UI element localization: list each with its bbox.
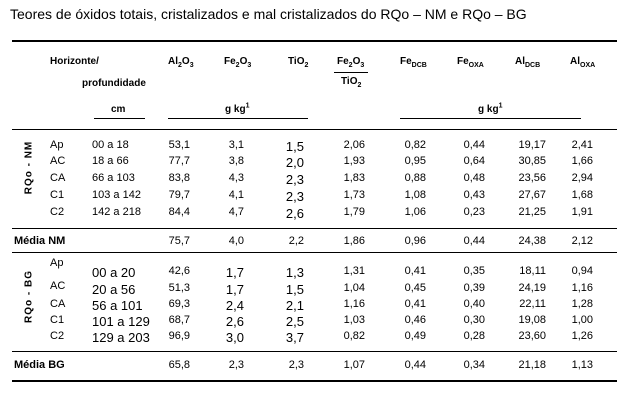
cell-tio2: 1,3 xyxy=(285,265,304,280)
cell-feoxa: 0,39 xyxy=(463,282,485,294)
cell-h: C2 xyxy=(50,206,65,218)
cell-fe2o3: 3,1 xyxy=(228,139,244,151)
cell-h: CA xyxy=(50,172,66,184)
mean-cell-aloxa: 1,13 xyxy=(571,359,593,371)
table-title: Teores de óxidos totais, cristalizados e mal cristalizados do RQo – NM e RQo – BG xyxy=(10,6,527,22)
cell-fe2o3: 2,4 xyxy=(225,298,244,313)
cell-ratio: 1,93 xyxy=(343,155,365,167)
cell-d: 66 a 103 xyxy=(92,172,135,184)
top-rule xyxy=(12,40,617,42)
cell-aldcb: 18,11 xyxy=(519,265,546,277)
cell-d: 00 a 20 xyxy=(92,265,136,280)
cell-h: CA xyxy=(50,298,66,310)
header-aloxa: $Al_{OXA}$ xyxy=(570,56,596,69)
unit-cm-underline xyxy=(94,118,145,119)
cell-aldcb: 21,25 xyxy=(518,206,546,218)
cell-ratio: 2,06 xyxy=(343,139,365,151)
cell-tio2: 2,0 xyxy=(285,155,304,170)
cell-h: Ap xyxy=(50,139,64,151)
mean-cell-al2o3: 65,8 xyxy=(168,359,190,371)
mean-cell-fedcb: 0,96 xyxy=(404,235,426,247)
cell-feoxa: 0,23 xyxy=(463,206,485,218)
cell-aldcb: 30,85 xyxy=(518,155,546,167)
cell-aldcb: 22,11 xyxy=(519,298,546,310)
cell-aloxa: 0,94 xyxy=(571,265,593,277)
cell-fedcb: 1,06 xyxy=(404,206,426,218)
mean-cell-feoxa: 0,44 xyxy=(463,235,485,247)
cell-tio2: 2,6 xyxy=(285,206,304,221)
unit-cm: cm xyxy=(111,104,126,115)
cell-al2o3: 96,9 xyxy=(168,330,190,342)
cell-ratio: 1,16 xyxy=(343,298,365,310)
cell-tio2: 2,3 xyxy=(285,172,304,187)
mean-cell-feoxa: 0,34 xyxy=(463,359,485,371)
cell-aldcb: 19,17 xyxy=(518,139,546,151)
header-fedcb: $Fe_{DCB}$ xyxy=(400,56,427,69)
mean-label: Média NM xyxy=(14,235,66,247)
cell-ratio: 1,79 xyxy=(343,206,365,218)
cell-feoxa: 0,43 xyxy=(463,189,485,201)
header-tio2: TiO$_2$ xyxy=(288,56,309,69)
cell-aloxa: 1,00 xyxy=(571,314,593,326)
cell-fedcb: 0,41 xyxy=(404,298,426,310)
cell-feoxa: 0,48 xyxy=(463,172,485,184)
cell-d: 56 a 101 xyxy=(92,298,143,313)
mean-cell-aldcb: 24,38 xyxy=(518,235,546,247)
cell-al2o3: 79,7 xyxy=(168,189,190,201)
cell-feoxa: 0,30 xyxy=(463,314,485,326)
cell-tio2: 2,3 xyxy=(285,189,304,204)
cell-al2o3: 84,4 xyxy=(168,206,190,218)
mean-cell-fedcb: 0,44 xyxy=(404,359,426,371)
cell-aloxa: 1,26 xyxy=(571,330,593,342)
ratio-fraction-bar xyxy=(334,72,368,73)
mean-cell-aloxa: 2,12 xyxy=(571,235,593,247)
header-bottom-rule xyxy=(12,129,617,130)
cell-aloxa: 1,91 xyxy=(571,206,593,218)
cell-al2o3: 42,6 xyxy=(168,265,190,277)
cell-al2o3: 83,8 xyxy=(168,172,190,184)
cell-ratio: 1,04 xyxy=(343,282,365,294)
unit-gkg-underline-2 xyxy=(400,118,581,119)
mean-cell-fe2o3: 2,3 xyxy=(228,359,244,371)
cell-d: 103 a 142 xyxy=(92,189,141,201)
nm-mean-rule xyxy=(12,252,617,253)
group-label-nm: RQo - NM xyxy=(23,140,35,195)
cell-ratio: 0,82 xyxy=(343,330,365,342)
cell-tio2: 2,5 xyxy=(285,314,304,329)
cell-fe2o3: 3,0 xyxy=(225,330,244,345)
cell-ratio: 1,31 xyxy=(343,265,365,277)
cell-fe2o3: 4,7 xyxy=(228,206,244,218)
cell-tio2: 1,5 xyxy=(285,282,304,297)
cell-al2o3: 53,1 xyxy=(168,139,190,151)
bottom-rule xyxy=(12,380,617,382)
cell-feoxa: 0,35 xyxy=(463,265,485,277)
unit-gkg-1: g $kg^1$ xyxy=(225,102,250,115)
cell-tio2: 3,7 xyxy=(285,330,304,345)
cell-feoxa: 0,64 xyxy=(463,155,485,167)
cell-aldcb: 27,67 xyxy=(518,189,546,201)
cell-ratio: 1,83 xyxy=(343,172,365,184)
cell-aldcb: 23,56 xyxy=(518,172,546,184)
cell-fe2o3: 4,3 xyxy=(228,172,244,184)
cell-fedcb: 0,88 xyxy=(404,172,426,184)
cell-d: 20 a 56 xyxy=(92,282,136,297)
cell-ratio: 1,03 xyxy=(343,314,365,326)
cell-aloxa: 1,16 xyxy=(571,282,593,294)
cell-d: 142 a 218 xyxy=(92,206,141,218)
cell-al2o3: 68,7 xyxy=(168,314,190,326)
cell-d: 18 a 66 xyxy=(92,155,129,167)
cell-feoxa: 0,44 xyxy=(463,139,485,151)
unit-gkg-underline-1 xyxy=(168,118,308,119)
cell-fe2o3: 3,8 xyxy=(228,155,244,167)
bg-separator-rule xyxy=(12,351,617,352)
header-horizonte: Horizonte/ xyxy=(50,56,99,67)
cell-aloxa: 1,66 xyxy=(571,155,593,167)
cell-aloxa: 1,28 xyxy=(571,298,593,310)
cell-aloxa: 2,94 xyxy=(571,172,593,184)
cell-aldcb: 23,60 xyxy=(518,330,546,342)
header-fe2o3: $Fe_2O_3$ xyxy=(224,56,252,69)
cell-aloxa: 2,41 xyxy=(571,139,593,151)
group-label-bg: RQo - BG xyxy=(23,270,35,323)
cell-fedcb: 1,08 xyxy=(404,189,426,201)
cell-aldcb: 24,19 xyxy=(518,282,546,294)
mean-cell-tio2: 2,3 xyxy=(288,359,304,371)
cell-h: C1 xyxy=(50,189,65,201)
cell-ratio: 1,73 xyxy=(343,189,365,201)
header-aldcb: $Al_{DCB}$ xyxy=(515,56,541,69)
mean-cell-aldcb: 21,18 xyxy=(518,359,546,371)
cell-h: C1 xyxy=(50,314,65,326)
header-profundidade: profundidade xyxy=(82,78,146,89)
cell-fedcb: 0,49 xyxy=(404,330,426,342)
cell-al2o3: 51,3 xyxy=(168,282,190,294)
cell-fedcb: 0,41 xyxy=(404,265,426,277)
cell-h: AC xyxy=(50,280,66,292)
cell-tio2: 1,5 xyxy=(285,139,304,154)
cell-fedcb: 0,82 xyxy=(404,139,426,151)
header-al2o3: $Al_2O_3$ xyxy=(168,56,194,69)
header-ratio-denominator: TiO$_2$ xyxy=(341,76,362,89)
cell-feoxa: 0,40 xyxy=(463,298,485,310)
cell-al2o3: 69,3 xyxy=(168,298,190,310)
cell-h: C2 xyxy=(50,330,65,342)
cell-al2o3: 77,7 xyxy=(168,155,190,167)
cell-d: 101 a 129 xyxy=(92,314,150,329)
cell-fe2o3: 2,6 xyxy=(225,314,244,329)
cell-h: Ap xyxy=(50,257,64,269)
unit-gkg-2: g $kg^1$ xyxy=(478,102,503,115)
cell-aldcb: 19,08 xyxy=(518,314,546,326)
cell-d: 129 a 203 xyxy=(92,330,150,345)
cell-fedcb: 0,45 xyxy=(404,282,426,294)
mean-cell-tio2: 2,2 xyxy=(288,235,304,247)
cell-fedcb: 0,46 xyxy=(404,314,426,326)
cell-h: AC xyxy=(50,155,66,167)
cell-fe2o3: 1,7 xyxy=(225,282,244,297)
mean-label: Média BG xyxy=(14,359,65,371)
cell-fe2o3: 4,1 xyxy=(228,189,244,201)
header-feoxa: $Fe_{OXA}$ xyxy=(457,56,484,69)
cell-fe2o3: 1,7 xyxy=(225,265,244,280)
cell-d: 00 a 18 xyxy=(92,139,129,151)
cell-fedcb: 0,95 xyxy=(404,155,426,167)
nm-separator-rule xyxy=(12,228,617,229)
cell-tio2: 2,1 xyxy=(285,298,304,313)
mean-cell-fe2o3: 4,0 xyxy=(228,235,244,247)
cell-feoxa: 0,28 xyxy=(463,330,485,342)
mean-cell-ratio: 1,07 xyxy=(343,359,365,371)
cell-aloxa: 1,68 xyxy=(571,189,593,201)
mean-cell-ratio: 1,86 xyxy=(343,235,365,247)
mean-cell-al2o3: 75,7 xyxy=(168,235,190,247)
header-ratio-numerator: $Fe_2O_3$ xyxy=(337,56,365,69)
